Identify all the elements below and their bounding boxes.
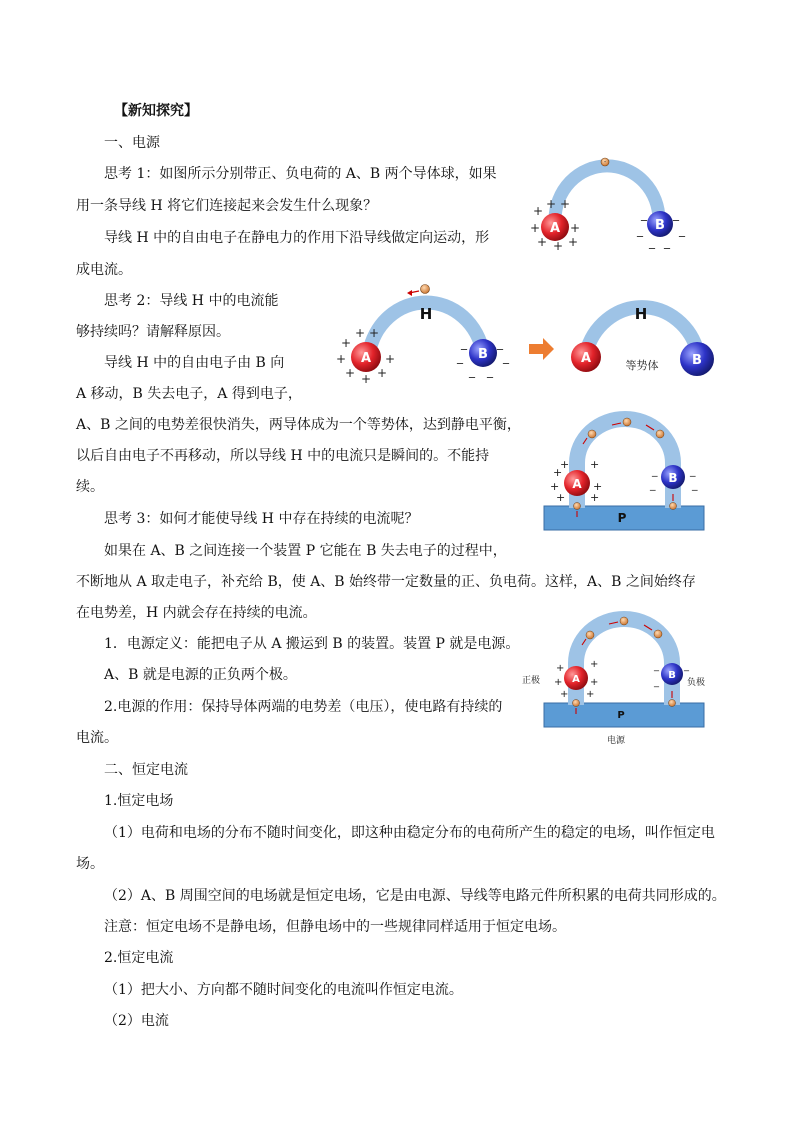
figure-device-p (540, 408, 710, 534)
svg-text:+: + (336, 352, 347, 366)
electrons (574, 418, 677, 510)
subheading-steady-current: 2.恒定电流 (104, 950, 174, 966)
svg-text:+: + (590, 491, 600, 504)
svg-text:+: + (556, 491, 566, 504)
svg-text:A: A (580, 351, 592, 366)
heading-steady-current: 二、恒定电流 (104, 762, 188, 778)
svg-text:_: _ (461, 336, 467, 350)
svg-text:_: _ (684, 661, 689, 672)
answer2-line5: 续。 (76, 479, 104, 495)
note: 注意：恒定电场不是静电场，但静电场中的一些规律同样适用于恒定电场。 (104, 919, 566, 935)
svg-text:_: _ (637, 223, 643, 237)
answer3-line3: 在电势差，H 内就会存在持续的电流。 (76, 605, 317, 621)
svg-text:+: + (556, 663, 565, 674)
item2: （2）A、B 周围空间的电场就是恒定电场，它是由电源、导线等电路元件所积累的电荷共同形成的。 (104, 888, 726, 904)
answer3-line1: 如果在 A、B 之间连接一个装置 P 它能在 B 失去电子的过程中， (104, 543, 507, 559)
think1-line1: 思考 1：如图所示分别带正、负电荷的 A、B 两个导体球，如果 (104, 166, 497, 182)
svg-text:B: B (655, 218, 665, 233)
svg-text:+: + (537, 235, 548, 249)
svg-text:+: + (355, 326, 366, 340)
heading-power-source: 一、电源 (104, 135, 160, 151)
svg-text:B: B (668, 471, 678, 485)
equipotential-label: 等势体 (625, 359, 659, 372)
svg-text:_: _ (641, 207, 647, 221)
svg-text:_: _ (664, 235, 670, 249)
answer3-line2: 不断地从 A 取走电子，补充给 B，使 A、B 始终带一定数量的正、负电荷。这样，A、B 之间始终存 (76, 574, 696, 590)
svg-text:+: + (341, 336, 352, 350)
svg-text:_: _ (469, 364, 475, 378)
svg-text:A: A (549, 221, 561, 236)
svg-text:B: B (668, 670, 676, 681)
svg-text:_: _ (487, 364, 493, 378)
answer2-line4: 以后自由电子不再移动，所以导线 H 中的电流只是瞬间的。不能持 (76, 448, 490, 464)
svg-text:_: _ (673, 207, 679, 221)
negative-pole-label: 负极 (687, 678, 706, 688)
answer2-line1: 导线 H 中的自由电子由 B 向 (104, 355, 285, 371)
answer1-line2: 成电流。 (76, 262, 132, 278)
power-source-caption: 电源 (606, 736, 626, 746)
item1-line2: 场。 (76, 856, 104, 872)
svg-text:A: A (360, 351, 372, 366)
svg-text:A: A (572, 674, 580, 685)
electron-icon (421, 285, 430, 294)
svg-text:_: _ (503, 350, 509, 364)
svg-text:+: + (590, 659, 599, 670)
svg-text:+: + (586, 689, 595, 700)
definition-1: 1．电源定义：能把电子从 A 搬运到 B 的装置。装置 P 就是电源。 (104, 636, 520, 652)
figure-power-source (518, 605, 718, 747)
svg-text:+: + (590, 677, 599, 688)
svg-text:_: _ (652, 464, 658, 477)
svg-text:+: + (377, 366, 388, 380)
think2-line1: 思考 2：导线 H 中的电流能 (104, 293, 279, 309)
svg-text:+: + (590, 458, 600, 471)
svg-text:+: + (369, 326, 380, 340)
subheading-steady-field: 1.恒定电场 (104, 793, 174, 809)
svg-text:_: _ (654, 661, 659, 672)
item4: （2）电流 (104, 1013, 169, 1029)
svg-text:+: + (553, 466, 563, 479)
svg-text:_: _ (457, 350, 463, 364)
svg-text:_: _ (654, 677, 659, 688)
svg-text:_: _ (650, 478, 656, 491)
definition-2-line1: 2.电源的作用：保持导体两端的电势差（电压），使电路有持续的 (104, 699, 503, 715)
svg-text:+: + (385, 352, 396, 366)
svg-text:B: B (692, 353, 702, 368)
svg-text:_: _ (497, 336, 503, 350)
positive-pole-label: 正极 (522, 676, 541, 686)
svg-text:_: _ (679, 223, 685, 237)
svg-text:+: + (546, 197, 557, 211)
answer1-line1: 导线 H 中的自由电子在静电力的作用下沿导线做定向运动，形 (104, 230, 490, 246)
svg-text:_: _ (690, 464, 696, 477)
svg-text:B: B (478, 347, 488, 362)
think3: 思考 3：如何才能使导线 H 中存在持续的电流呢？ (104, 511, 419, 527)
svg-text:+: + (570, 221, 581, 235)
svg-text:P: P (617, 710, 625, 721)
think1-line2: 用一条导线 H 将它们连接起来会发生什么现象？ (76, 198, 378, 214)
svg-text:H: H (419, 305, 433, 323)
item3: （1）把大小、方向都不随时间变化的电流叫作恒定电流。 (104, 982, 463, 998)
svg-text:-: - (603, 158, 607, 166)
svg-text:_: _ (649, 235, 655, 249)
svg-text:+: + (568, 235, 579, 249)
svg-text:+: + (560, 458, 570, 471)
figure-wire-before-after (333, 275, 723, 390)
svg-text:+: + (553, 239, 564, 253)
svg-text:+: + (530, 221, 541, 235)
svg-text:+: + (345, 366, 356, 380)
answer2-line2: A 移动，B 失去电子，A 得到电子， (76, 386, 302, 402)
section-header: 【新知探究】 (114, 103, 198, 119)
svg-text:P: P (617, 511, 627, 525)
svg-text:+: + (560, 197, 571, 211)
svg-text:+: + (593, 480, 603, 493)
answer2-line3: A、B 之间的电势差很快消失，两导体成为一个等势体，达到静电平衡， (76, 417, 521, 433)
svg-text:+: + (560, 689, 569, 700)
definition-2-line2: 电流。 (76, 730, 118, 746)
svg-text:+: + (554, 677, 563, 688)
svg-text:+: + (361, 372, 372, 386)
item1-line1: （1）电荷和电场的分布不随时间变化，即这种由稳定分布的电荷所产生的稳定的电场，叫作恒定电 (104, 825, 715, 841)
definition-1-poles: A、B 就是电源的正负两个极。 (104, 667, 297, 683)
svg-text:+: + (533, 204, 544, 218)
transition-arrow-icon (529, 338, 554, 360)
svg-text:A: A (572, 477, 582, 491)
svg-text:H: H (634, 305, 648, 323)
figure-charged-spheres (513, 150, 703, 260)
svg-text:+: + (550, 480, 560, 493)
think2-line2: 够持续吗？请解释原因。 (76, 324, 230, 340)
svg-text:_: _ (692, 478, 698, 491)
